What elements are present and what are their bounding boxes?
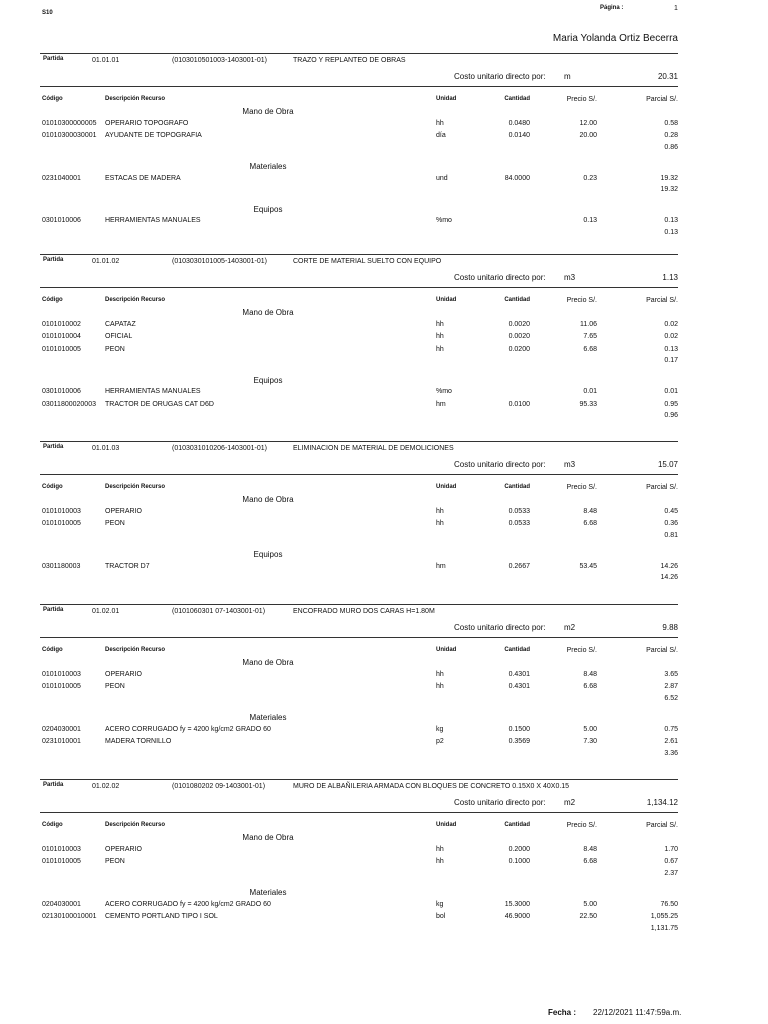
resource-price: 6.68 — [583, 858, 597, 865]
resource-description: OPERARIO — [105, 670, 142, 678]
group-title: Mano de Obra — [242, 833, 294, 842]
s10-label: S10 — [42, 10, 53, 16]
partida-section — [40, 441, 678, 611]
group-subtotal: 19.32 — [660, 186, 678, 193]
col-header-precio: Precio S/. — [566, 822, 597, 829]
resource-partial: 0.13 — [664, 345, 678, 353]
partida-code: (0103030101005-1403001-01) — [172, 258, 267, 265]
resource-price: 12.00 — [579, 119, 597, 127]
resource-description: ACERO CORRUGADO fy = 4200 kg/cm2 GRADO 60 — [105, 725, 271, 733]
table-row — [40, 738, 678, 749]
table-row — [40, 913, 678, 924]
partida-section — [40, 779, 678, 949]
resource-unit: hh — [436, 520, 444, 527]
header-rule — [40, 637, 678, 638]
resource-quantity: 0.3569 — [508, 738, 530, 745]
table-row — [40, 321, 678, 332]
col-header-unidad: Unidad — [436, 96, 457, 102]
resource-code: 0101010005 — [42, 858, 81, 865]
col-header-precio: Precio S/. — [566, 297, 597, 304]
resource-description: PEON — [105, 520, 125, 527]
resource-quantity: 0.1000 — [508, 858, 530, 865]
table-row — [40, 120, 678, 131]
resource-code: 0301010006 — [42, 217, 81, 224]
resource-description: PEON — [105, 858, 125, 865]
partida-label: Partida — [43, 444, 64, 450]
cost-unit: m2 — [564, 798, 576, 807]
group-subtotal: 0.81 — [664, 531, 678, 539]
col-header-cantidad: Cantidad — [504, 484, 530, 490]
resource-code: 01010300000005 — [42, 119, 97, 127]
resource-price: 20.00 — [579, 132, 597, 139]
table-row — [40, 683, 678, 694]
cost-value: 20.31 — [657, 72, 678, 81]
col-header-cantidad: Cantidad — [504, 297, 530, 303]
table-row — [40, 388, 678, 399]
resource-quantity: 0.2000 — [508, 845, 530, 853]
col-header-cantidad: Cantidad — [504, 647, 530, 653]
resource-code: 0231010001 — [42, 738, 81, 745]
col-header-parcial: Parcial S/. — [646, 484, 678, 491]
resource-description: ACERO CORRUGADO fy = 4200 kg/cm2 GRADO 60 — [105, 900, 271, 908]
resource-partial: 0.58 — [664, 119, 678, 127]
cost-value: 15.07 — [657, 460, 678, 469]
page-number: 1 — [674, 5, 678, 12]
col-header-codigo: Código — [42, 297, 63, 303]
resource-price: 5.00 — [583, 900, 597, 908]
resource-quantity: 0.4301 — [508, 670, 530, 678]
table-row — [40, 217, 678, 228]
col-header-unidad: Unidad — [436, 297, 457, 303]
resource-description: CEMENTO PORTLAND TIPO I SOL — [105, 913, 218, 920]
resource-unit: %mo — [436, 388, 452, 395]
cost-unit: m3 — [564, 273, 576, 282]
partida-section — [40, 254, 678, 424]
group-subtotal: 0.13 — [664, 228, 678, 236]
resource-partial: 2.87 — [664, 683, 678, 690]
resource-quantity: 0.0533 — [508, 520, 530, 527]
resource-partial: 0.45 — [664, 507, 678, 515]
partida-title: TRAZO Y REPLANTEO DE OBRAS — [293, 57, 406, 64]
group-subtotal: 6.52 — [664, 694, 678, 702]
resource-code: 0204030001 — [42, 725, 81, 733]
group-title: Equipos — [253, 375, 283, 385]
group-subtotal: 0.17 — [664, 357, 678, 364]
resource-price: 11.06 — [580, 320, 597, 328]
resource-code: 0301010006 — [42, 388, 81, 395]
group-title: Mano de Obra — [242, 308, 294, 317]
col-header-codigo: Código — [42, 822, 63, 828]
resource-unit: bol — [436, 913, 446, 920]
partida-number: 01.01.02 — [92, 258, 120, 265]
col-header-codigo: Código — [42, 96, 63, 102]
resource-partial: 14.26 — [660, 562, 678, 570]
resource-quantity: 0.2667 — [508, 562, 530, 570]
resource-price: 0.23 — [583, 174, 597, 182]
resource-unit: hh — [436, 345, 444, 353]
group-title: Materiales — [249, 162, 287, 171]
resource-description: MADERA TORNILLO — [105, 738, 172, 745]
partida-title: MURO DE ALBAÑILERIA ARMADA CON BLOQUES DE CONCRETO 0.15X0 X 40X0.15 — [293, 783, 570, 790]
resource-code: 0101010005 — [42, 683, 81, 690]
resource-unit: hm — [436, 562, 446, 570]
resource-unit: hh — [436, 507, 444, 515]
resource-description: AYUDANTE DE TOPOGRAFIA — [105, 132, 202, 139]
cost-value: 9.88 — [662, 623, 678, 632]
partida-title: ELIMINACION DE MATERIAL DE DEMOLICIONES — [293, 445, 454, 452]
col-header-descripcion: Descripción Recurso — [105, 647, 166, 653]
resource-quantity: 0.0100 — [508, 400, 530, 408]
col-header-precio: Precio S/. — [566, 484, 597, 491]
resource-description: ESTACAS DE MADERA — [105, 174, 181, 182]
resource-price: 22.50 — [579, 913, 597, 920]
resource-unit: hh — [436, 333, 444, 340]
partida-number: 01.01.01 — [92, 57, 120, 64]
group-title: Mano de Obra — [242, 658, 294, 667]
table-row — [40, 726, 678, 737]
resource-description: OPERARIO — [105, 507, 142, 515]
group-subtotal: 1,131.75 — [650, 924, 678, 932]
cost-value: 1,134.12 — [646, 798, 678, 807]
cost-label: Costo unitario directo por: — [454, 72, 546, 81]
group-title: Equipos — [253, 204, 283, 214]
resource-quantity: 0.0200 — [508, 345, 530, 353]
col-header-cantidad: Cantidad — [504, 822, 530, 828]
partida-section — [40, 604, 678, 774]
partida-code: (0103031010206-1403001-01) — [172, 445, 267, 452]
col-header-descripcion: Descripción Recurso — [105, 96, 166, 102]
table-row — [40, 132, 678, 143]
resource-code: 0204030001 — [42, 900, 81, 908]
cost-value: 1.13 — [662, 273, 678, 282]
resource-code: 0101010004 — [42, 333, 81, 340]
partida-title: CORTE DE MATERIAL SUELTO CON EQUIPO — [293, 258, 442, 265]
resource-quantity: 0.0020 — [508, 333, 530, 340]
resource-unit: hh — [436, 858, 444, 865]
resource-description: TRACTOR D7 — [105, 562, 150, 570]
resource-quantity: 0.0020 — [508, 320, 530, 328]
resource-price: 6.68 — [583, 345, 597, 353]
table-row — [40, 508, 678, 519]
resource-price: 0.01 — [583, 388, 597, 395]
header-rule — [40, 287, 678, 288]
cost-label: Costo unitario directo por: — [454, 623, 546, 632]
header-rule — [40, 86, 678, 87]
col-header-cantidad: Cantidad — [504, 96, 530, 102]
resource-quantity: 0.0480 — [508, 119, 530, 127]
col-header-codigo: Código — [42, 647, 63, 653]
group-title: Mano de Obra — [242, 495, 294, 504]
partida-code: (0103010501003-1403001-01) — [172, 57, 267, 64]
resource-partial: 19.32 — [660, 174, 678, 182]
table-row — [40, 901, 678, 912]
resource-price: 0.13 — [583, 217, 597, 224]
col-header-descripcion: Descripción Recurso — [105, 822, 166, 828]
resource-description: OPERARIO TOPOGRAFO — [105, 119, 189, 127]
table-row — [40, 175, 678, 186]
col-header-unidad: Unidad — [436, 822, 457, 828]
section-top-rule — [40, 779, 678, 780]
cost-label: Costo unitario directo por: — [454, 273, 546, 282]
table-row — [40, 346, 678, 357]
resource-code: 0101010003 — [42, 507, 81, 515]
resource-quantity: 46.9000 — [504, 913, 530, 920]
partida-code: (0101080202 09-1403001-01) — [172, 783, 266, 790]
col-header-precio: Precio S/. — [566, 647, 597, 654]
group-subtotal: 3.36 — [664, 749, 678, 757]
group-subtotal: 0.86 — [664, 143, 678, 151]
resource-partial: 2.61 — [664, 738, 678, 745]
partida-number: 01.02.01 — [92, 608, 120, 615]
resource-partial: 1.70 — [664, 845, 678, 853]
resource-quantity: 0.4301 — [508, 683, 530, 690]
col-header-descripcion: Descripción Recurso — [105, 484, 166, 490]
col-header-precio: Precio S/. — [566, 96, 597, 103]
resource-partial: 0.28 — [664, 132, 678, 139]
cost-label: Costo unitario directo por: — [454, 460, 546, 469]
table-row — [40, 563, 678, 574]
cost-label: Costo unitario directo por: — [454, 798, 546, 807]
owner-name: Maria Yolanda Ortiz Becerra — [552, 33, 678, 44]
resource-partial: 0.01 — [664, 388, 678, 395]
resource-code: 0301180003 — [42, 562, 81, 570]
table-row — [40, 671, 678, 682]
resource-unit: kg — [436, 900, 444, 908]
fecha-value: 22/12/2021 11:47:59a.m. — [593, 1008, 682, 1017]
resource-partial: 0.02 — [664, 320, 678, 328]
resource-code: 0231040001 — [42, 174, 81, 182]
group-title: Materiales — [249, 888, 287, 897]
table-row — [40, 333, 678, 344]
header-rule — [40, 474, 678, 475]
section-top-rule — [40, 53, 678, 54]
resource-description: PEON — [105, 683, 125, 690]
resource-partial: 1,055.25 — [650, 913, 678, 920]
table-row — [40, 401, 678, 412]
resource-unit: hm — [436, 400, 446, 408]
section-top-rule — [40, 604, 678, 605]
group-subtotal: 2.37 — [664, 869, 678, 877]
resource-price: 6.68 — [583, 520, 597, 527]
resource-price: 5.00 — [583, 725, 597, 733]
col-header-codigo: Código — [42, 484, 63, 490]
partida-code: (0101060301 07-1403001-01) — [172, 608, 266, 615]
resource-unit: und — [436, 174, 448, 182]
resource-unit: hh — [436, 845, 444, 853]
partida-number: 01.02.02 — [92, 783, 120, 790]
resource-partial: 76.50 — [660, 900, 678, 908]
resource-unit: día — [436, 132, 446, 139]
resource-unit: hh — [436, 320, 444, 328]
resource-quantity: 0.0140 — [508, 132, 530, 139]
resource-partial: 0.13 — [664, 217, 678, 224]
resource-unit: p2 — [436, 738, 444, 745]
col-header-parcial: Parcial S/. — [646, 647, 678, 654]
partida-label: Partida — [43, 56, 64, 62]
section-top-rule — [40, 441, 678, 442]
resource-description: CAPATAZ — [105, 320, 136, 328]
resource-price: 8.48 — [583, 845, 597, 853]
resource-description: OFICIAL — [105, 333, 133, 340]
resource-price: 7.65 — [583, 333, 597, 340]
col-header-descripcion: Descripción Recurso — [105, 297, 166, 303]
col-header-unidad: Unidad — [436, 484, 457, 490]
table-row — [40, 858, 678, 869]
section-top-rule — [40, 254, 678, 255]
resource-price: 6.68 — [583, 683, 597, 690]
group-title: Mano de Obra — [242, 107, 294, 116]
resource-description: HERRAMIENTAS MANUALES — [105, 388, 201, 395]
resource-price: 8.48 — [583, 670, 597, 678]
resource-unit: %mo — [436, 217, 452, 224]
col-header-unidad: Unidad — [436, 647, 457, 653]
resource-code: 03011800020003 — [42, 400, 96, 408]
partida-label: Partida — [43, 607, 64, 613]
col-header-parcial: Parcial S/. — [646, 96, 678, 103]
cost-unit: m — [564, 72, 571, 81]
col-header-parcial: Parcial S/. — [646, 297, 678, 304]
resource-price: 8.48 — [583, 507, 597, 515]
resource-unit: hh — [436, 670, 444, 678]
partida-section — [40, 53, 678, 236]
resource-code: 01010300030001 — [42, 132, 97, 139]
table-row — [40, 520, 678, 531]
table-row — [40, 846, 678, 857]
resource-description: TRACTOR DE ORUGAS CAT D6D — [105, 400, 214, 408]
resource-unit: hh — [436, 683, 444, 690]
resource-description: HERRAMIENTAS MANUALES — [105, 217, 201, 224]
resource-quantity: 84.0000 — [504, 174, 530, 182]
resource-unit: kg — [436, 725, 444, 733]
group-subtotal: 0.96 — [664, 412, 678, 419]
resource-partial: 0.95 — [664, 400, 678, 408]
resource-code: 0101010003 — [42, 670, 81, 678]
partida-title: ENCOFRADO MURO DOS CARAS H=1.80M — [293, 608, 435, 615]
resource-unit: hh — [436, 119, 444, 127]
group-title: Equipos — [253, 550, 283, 559]
resource-code: 0101010002 — [42, 320, 81, 328]
resource-price: 95.33 — [579, 400, 597, 408]
resource-partial: 0.67 — [664, 858, 678, 865]
partida-number: 01.01.03 — [92, 445, 120, 452]
col-header-parcial: Parcial S/. — [646, 822, 678, 829]
resource-code: 02130100010001 — [42, 913, 97, 920]
resource-partial: 0.75 — [664, 725, 678, 733]
resource-partial: 0.02 — [664, 333, 678, 340]
fecha-label: Fecha : — [548, 1008, 577, 1017]
partida-label: Partida — [43, 782, 64, 788]
resource-code: 0101010003 — [42, 845, 81, 853]
resource-code: 0101010005 — [42, 345, 81, 353]
resource-description: OPERARIO — [105, 845, 142, 853]
resource-description: PEON — [105, 345, 125, 353]
resource-quantity: 0.0533 — [508, 507, 530, 515]
resource-quantity: 15.3000 — [504, 900, 530, 908]
resource-price: 53.45 — [579, 562, 597, 570]
resource-partial: 0.36 — [664, 520, 678, 527]
group-title: Materiales — [249, 713, 287, 722]
group-subtotal: 14.26 — [660, 574, 678, 581]
resource-price: 7.30 — [583, 738, 597, 745]
cost-unit: m2 — [564, 623, 576, 632]
header-rule — [40, 812, 678, 813]
partida-label: Partida — [43, 257, 64, 263]
page-label: Página : — [600, 5, 624, 11]
resource-quantity: 0.1500 — [508, 725, 530, 733]
cost-unit: m3 — [564, 460, 576, 469]
resource-partial: 3.65 — [664, 670, 678, 678]
resource-code: 0101010005 — [42, 520, 81, 527]
